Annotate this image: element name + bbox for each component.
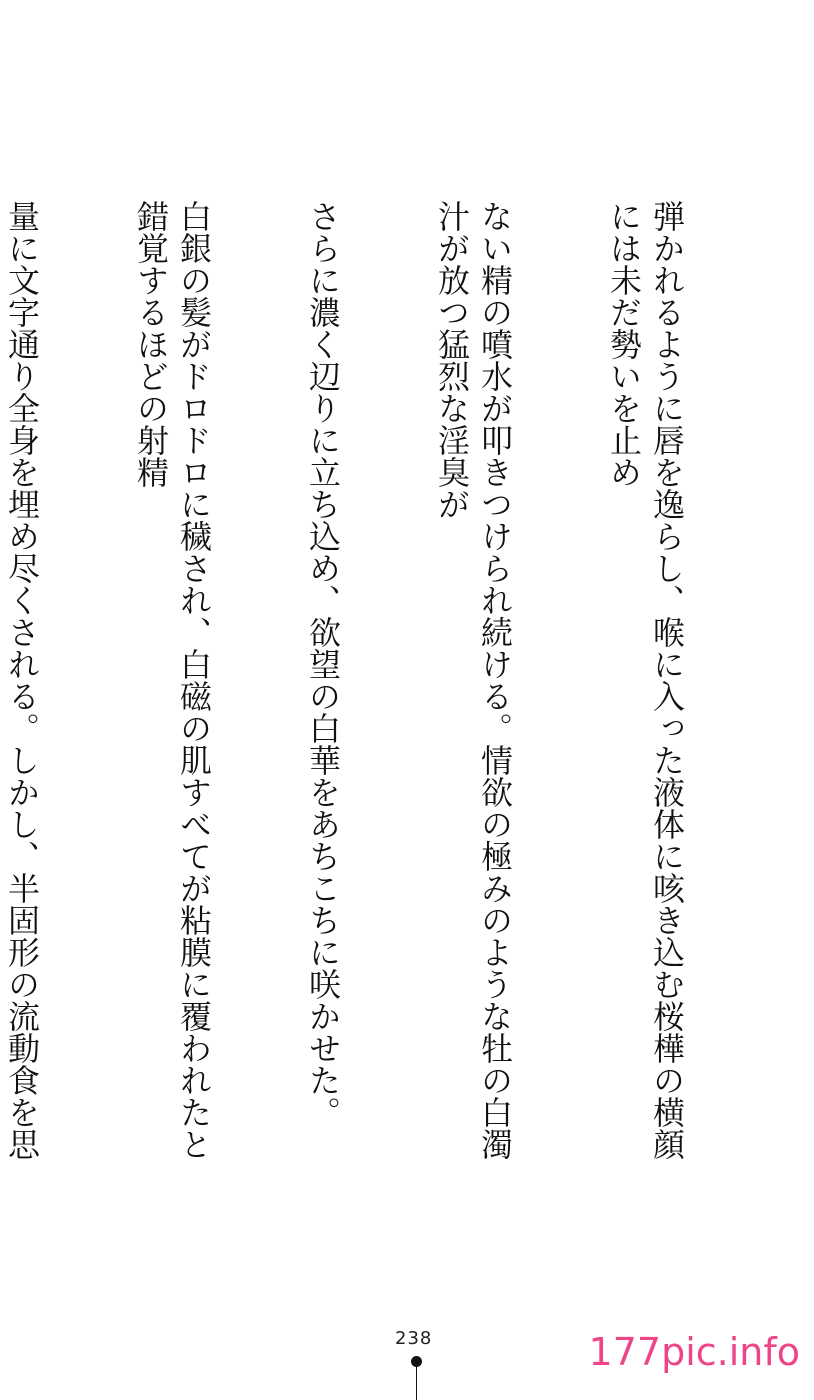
text-line: 量に文字通り全身を埋め尽くされる。しかし、半固形の流動食を思 [3,200,41,1160]
page-marker-line [416,1367,417,1400]
page-marker-dot [411,1356,422,1367]
watermark: 177pic.info [588,1330,800,1374]
text-line: さらに濃く辺りに立ち込め、欲望の白華をあちこちに咲かせた。 [304,200,342,1128]
body-text [3,200,774,1180]
text-line: 弾かれるように唇を逸らし、喉に入った液体に咳き込む桜樺の横顔には未だ勢いを止め [605,200,686,1160]
text-line: ない精の噴水が叩きつけられ続ける。情欲の極みのような牡の白濁汁が放つ猛烈な淫臭が [433,200,514,1160]
page-number: 238 [395,1328,433,1349]
text-line: 白銀の髪がドロドロに穢され、白磁の肌すべてが粘膜に覆われたと錯覚するほどの射精 [132,200,213,1160]
